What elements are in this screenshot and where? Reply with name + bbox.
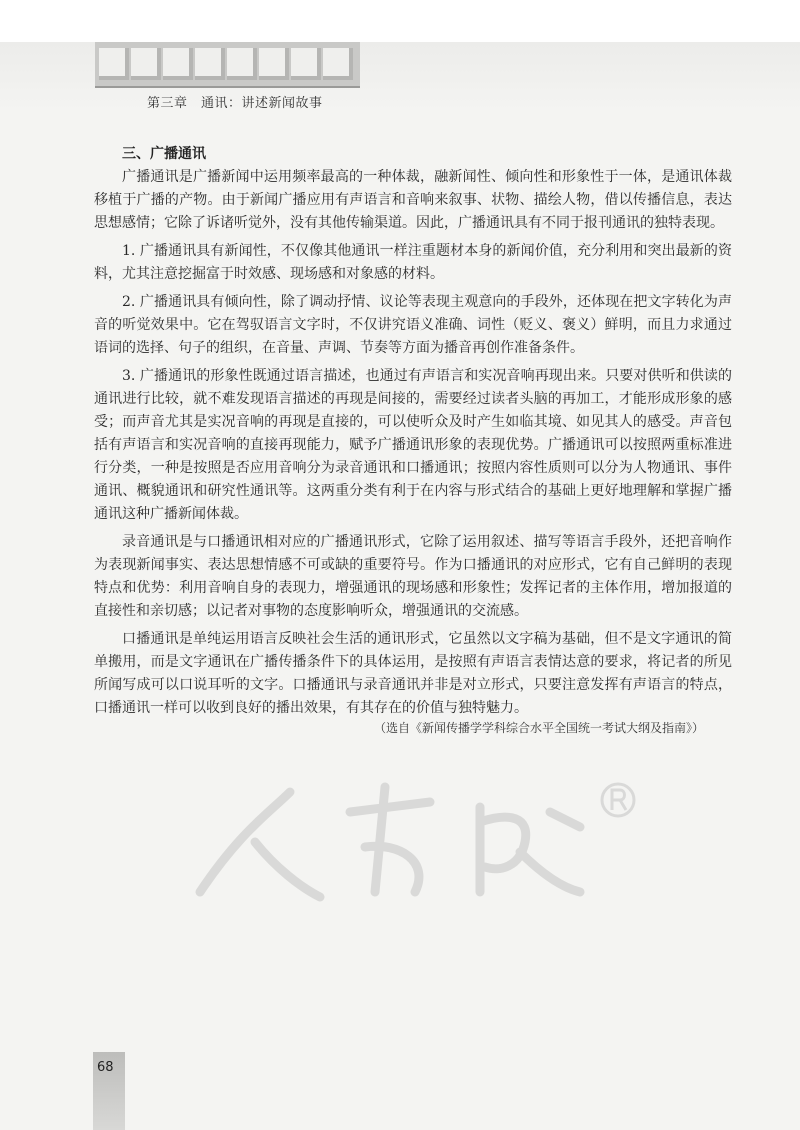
paragraph-oral-feature: 口播通讯是单纯运用语言反映社会生活的通讯形式，它虽然以文字稿为基础，但不是文字通讯的简单搬用，而是文字通讯在广播传播条件下的具体运用，是按照有声语言表情达意的要求，将记者的所见所闻写成可以口说耳听的文字。口播通讯与录音通讯并非是对立形式，只要注意发挥有声语言的特点，口播通讯一样可以收到良好的播出效果，有其存在的价值与独特魅力。 — [94, 631, 732, 716]
paragraph-intro: 广播通讯是广播新闻中运用频率最高的一种体裁，融新闻性、倾向性和形象性于一体，是通讯体裁移植于广播的产物。由于新闻广播应用有声语言和音响来叙事、状物、描绘人物，借以传播信息，表达思想感情；它除了诉诸听觉外，没有其他传输渠道。因此，广播通讯具有不同于报刊通讯的独特表现。 — [94, 169, 732, 231]
chapter-title: 第三章 通讯：讲述新闻故事 — [147, 96, 323, 111]
header-rule — [95, 86, 360, 88]
publisher-watermark — [180, 772, 640, 912]
body-text — [94, 166, 732, 720]
paragraph-point-1: 1. 广播通讯具有新闻性，不仅像其他通讯一样注重题材本身的新闻价值，充分利用和突出最新的资料，尤其注意挖掘富于时效感、现场感和对象感的材料。 — [94, 243, 732, 282]
paragraph-point-2: 2. 广播通讯具有倾向性，除了调动抒情、议论等表现主观意向的手段外，还体现在把文字转化为声音的听觉效果中。它在驾驭语言文字时，不仅讲究语义准确、词性（贬义、褒义）鲜明，而且力求通过语词的选择、句子的组织，在音量、声调、节奏等方面为播音再创作准备条件。 — [94, 294, 732, 356]
page-number: 68 — [97, 1060, 114, 1075]
paragraph-point-3: 3. 广播通讯的形象性既通过语言描述，也通过有声语言和实况音响再现出来。只要对供听和供读的通讯进行比较，就不难发现语言描述的再现是间接的，需要经过读者头脑的再加工，才能形成形象的感受；而声音尤其是实况音响的再现是直接的，可以使听众及时产生如临其境、如见其人的感受。声音包括有声语言和实况音响的直接再现能力，赋予广播通讯形象的表现优势。广播通讯可以按照两重标准进行分类，一种是按照是否应用音响分为录音通讯和口播通讯；按照内容性质则可以分为人物通讯、事件通讯、概貌通讯和研究性通讯等。这两重分类有利于在内容与形式结合的基础上更好地理解和掌握广播通讯这种广播新闻体裁。 — [94, 368, 732, 522]
source-citation: （选自《新闻传播学学科综合水平全国统一考试大纲及指南》） — [373, 721, 704, 735]
section-title: 三、广播通讯 — [122, 146, 206, 162]
header-decoration — [95, 42, 360, 86]
paragraph-recorded-feature: 录音通讯是与口播通讯相对应的广播通讯形式，它除了运用叙述、描写等语言手段外，还把音响作为表现新闻事实、表达思想情感不可或缺的重要符号。作为口播通讯的对应形式，它有自己鲜明的表现特点和优势：利用音响自身的表现力，增强通讯的现场感和形象性；发挥记者的主体作用，增加报道的直接性和亲切感；以记者对事物的态度影响听众，增强通讯的交流感。 — [94, 534, 732, 619]
book-page — [0, 42, 800, 1130]
